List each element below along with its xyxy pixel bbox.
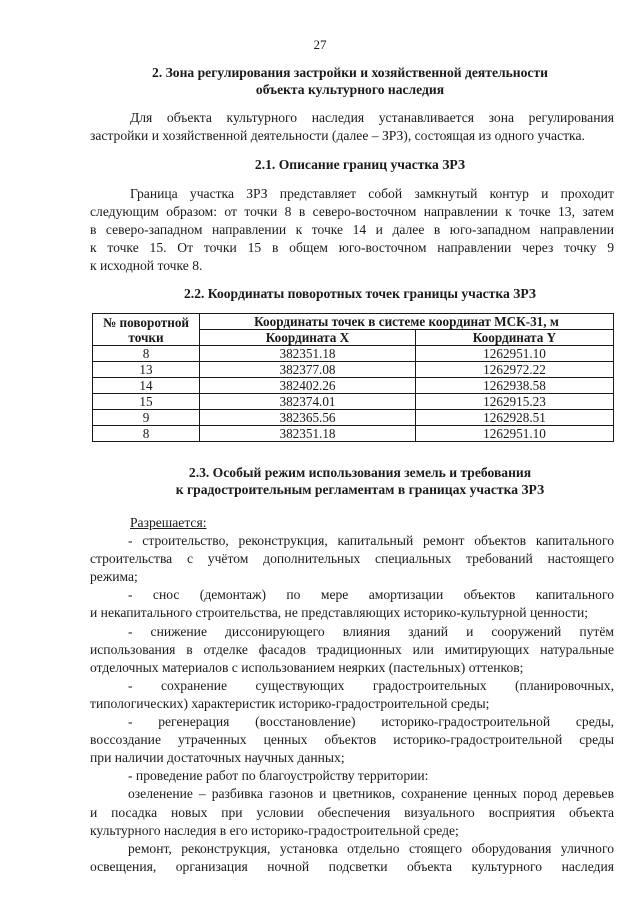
- permitted-label-line: [90, 514, 614, 532]
- paragraph-line: следующим образом: от точки 8 в северо-восточном направлении к точке 13, затем: [90, 204, 614, 220]
- table-row: [93, 346, 614, 362]
- cell-x: 382377.08: [200, 362, 416, 378]
- paragraph-line: в северо-западном направлении к точке 14 и далее в юго-западном направлении: [90, 222, 614, 238]
- coordinates-table: [92, 313, 614, 442]
- header-point-number: [93, 314, 200, 346]
- cell-y: 1262915.23: [416, 394, 614, 410]
- list-item: ремонт, реконструкция, установка отдельно стоящего оборудования уличного: [128, 840, 614, 856]
- paragraph-line: Для объекта культурного наследия устанавливается зона регулирования: [130, 110, 614, 125]
- section-2-3-title-line1: 2.3. Особый режим использования земель и требования: [188, 465, 532, 480]
- cell-x: 382402.26: [200, 378, 416, 394]
- list-item: - сохранение существующих градостроительных (планировочных,: [128, 677, 614, 693]
- section-2-3-title: [80, 464, 640, 498]
- cell-point: 14: [93, 378, 200, 394]
- cell-point: 9: [93, 410, 200, 426]
- cell-y: 1262951.10: [416, 346, 614, 362]
- list-item: и посадка новых при условии обеспечения визуального восприятия объекта: [90, 804, 614, 820]
- list-item: озеленение – разбивка газонов и цветников, сохранение ценных пород деревьев: [128, 786, 614, 802]
- list-item: отделочных материалов с использованием неярких (пастельных) оттенков;: [90, 659, 524, 675]
- section-2-3-title-line2: к градостроительным регламентам в границах участка ЗРЗ: [175, 482, 545, 497]
- header-coordinate-y: Координата Y: [416, 330, 614, 346]
- section-2-title-line1: 2. Зона регулирования застройки и хозяйственной деятельности: [152, 65, 548, 80]
- cell-point: 13: [93, 362, 200, 378]
- section-2-title: [60, 64, 640, 98]
- header-point-line2: точки: [128, 329, 164, 345]
- list-item: - проведение работ по благоустройству территории:: [128, 768, 429, 784]
- section-2-paragraph: [90, 109, 614, 145]
- cell-point: 8: [93, 426, 200, 442]
- cell-y: 1262951.10: [416, 426, 614, 442]
- list-item: - регенерация (восстановление) историко-градостроительной среды,: [128, 714, 614, 730]
- list-item: - снос (демонтаж) по мере амортизации объектов капитального: [128, 587, 614, 603]
- paragraph-line: застройки и хозяйственной деятельности (далее – ЗРЗ), состоящая из одного участка.: [90, 128, 585, 144]
- list-item: режима;: [90, 569, 138, 585]
- section-2-1-title: 2.1. Описание границ участка ЗРЗ: [254, 157, 466, 172]
- cell-point: 8: [93, 346, 200, 362]
- section-2-2-title: 2.2. Координаты поворотных точек границы участка ЗРЗ: [184, 286, 536, 301]
- cell-point: 15: [93, 394, 200, 410]
- cell-x: 382374.01: [200, 394, 416, 410]
- cell-x: 382351.18: [200, 426, 416, 442]
- list-item: воссоздание утраченных ценных объектов историко-градостроительной среды: [90, 732, 614, 748]
- table-row: [93, 426, 614, 442]
- list-item: строительства с учётом дополнительных специальных требований настоящего: [90, 551, 614, 567]
- table-row: [93, 410, 614, 426]
- section-2-title-line2: объекта культурного наследия: [255, 82, 445, 97]
- header-coordinate-system: Координаты точек в системе координат МСК-31, м: [200, 314, 614, 330]
- list-item: типологических) характеристик историко-градостроительной среды;: [90, 695, 490, 711]
- list-item: при наличии достаточных научных данных;: [90, 750, 345, 766]
- cell-y: 1262972.22: [416, 362, 614, 378]
- list-item: использования в отделке фасадов традиционных или имитирующих натуральные: [90, 641, 614, 657]
- cell-x: 382351.18: [200, 346, 416, 362]
- list-item: и некапитального строительства, не представляющих историко-культурной ценности;: [90, 605, 589, 621]
- list-item: - снижение диссонирующего влияния зданий и сооружений путём: [128, 623, 614, 639]
- cell-y: 1262938.58: [416, 378, 614, 394]
- permitted-label: Разрешается:: [130, 515, 207, 530]
- table-row: [93, 378, 614, 394]
- paragraph-line: к исходной точке 8.: [90, 258, 203, 274]
- paragraph-line: к точке 15. От точки 15 в общем юго-восточном направлении через точку 9: [90, 240, 614, 256]
- list-item: культурного наследия в его историко-градостроительной среде;: [90, 822, 459, 838]
- cell-x: 382365.56: [200, 410, 416, 426]
- cell-y: 1262928.51: [416, 410, 614, 426]
- list-item: - строительство, реконструкция, капитальный ремонт объектов капитального: [128, 533, 614, 549]
- page-number: 27: [313, 37, 327, 52]
- header-coordinate-x: Координата X: [200, 330, 416, 346]
- paragraph-line: Граница участка ЗРЗ представляет собой замкнутый контур и проходит: [130, 186, 614, 201]
- header-point-line1: № поворотной: [102, 314, 190, 330]
- section-2-1-paragraph: [90, 185, 614, 275]
- table-row: [93, 362, 614, 378]
- list-item: освещения, организация ночной подсветки объекта культурного наследия: [90, 858, 614, 874]
- table-row: [93, 394, 614, 410]
- section-2-3-body: [90, 514, 614, 876]
